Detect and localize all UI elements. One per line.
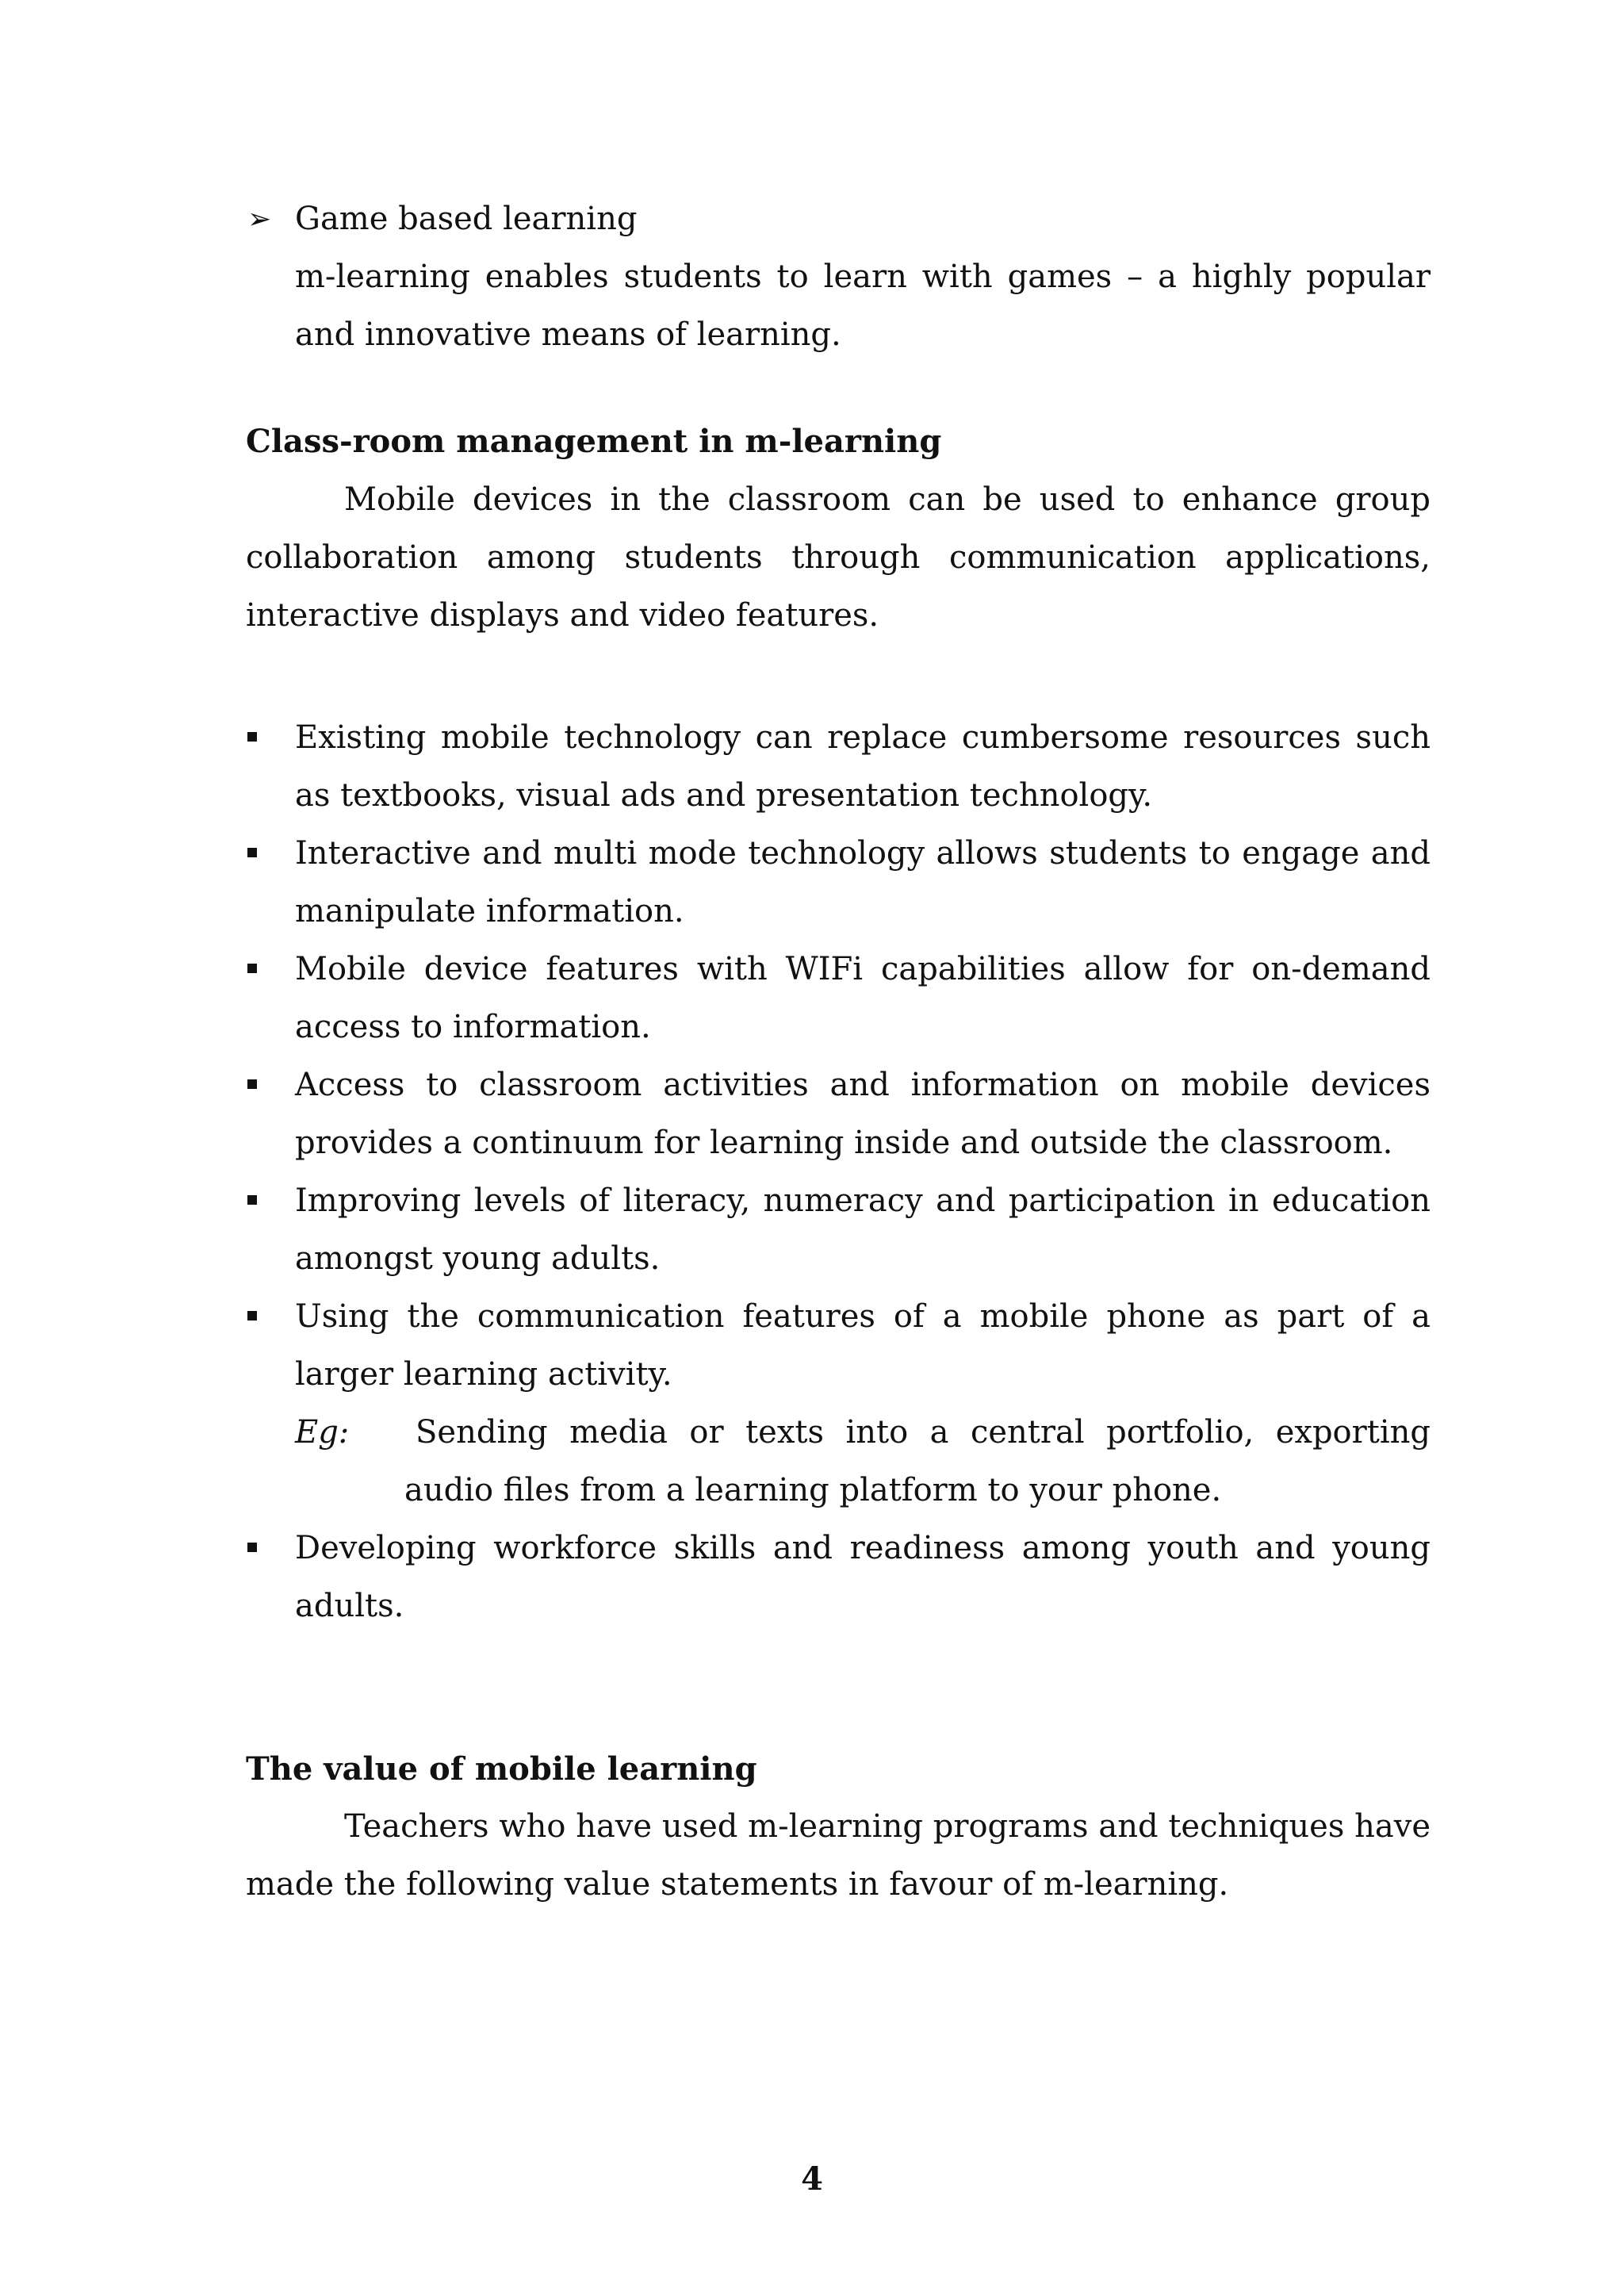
list-item [295, 709, 1431, 825]
bullet-text: Existing mobile technology can replace cumbersome resources such as textbooks, visual ads and presentation technology. [295, 719, 1431, 814]
bullet-text: Developing workforce skills and readiness among youth and young adults. [295, 1530, 1431, 1624]
classroom-bullet-list [295, 709, 1431, 1635]
square-bullet-icon [247, 1543, 257, 1552]
example-note [295, 1404, 1431, 1520]
bullet-text: Access to classroom activities and information on mobile devices provides a continuum for learning inside and outside the classroom. [295, 1067, 1431, 1161]
bullet-text: Mobile device features with WIFi capabilities allow for on-demand access to information. [295, 951, 1431, 1045]
example-text: Sending media or texts into a central portfolio, exporting audio files from a learning platform to your phone. [404, 1414, 1431, 1508]
square-bullet-icon [247, 1079, 257, 1089]
value-of-mobile-learning-intro: Teachers who have used m-learning programs and techniques have made the following value statements in favour of m-learning. [246, 1808, 1431, 1903]
game-based-learning-body: m-learning enables students to learn with games – a highly popular and innovative means of learning. [295, 259, 1431, 353]
classroom-management-intro: Mobile devices in the classroom can be used to enhance group collaboration among students through communication applications, interactive displays and video features. [246, 481, 1431, 634]
square-bullet-icon [247, 964, 257, 973]
square-bullet-icon [247, 732, 257, 742]
bullet-text: Improving levels of literacy, numeracy and participation in education amongst young adults. [295, 1182, 1431, 1277]
page-number: 4 [801, 2160, 823, 2198]
game-based-learning-title: Game based learning [295, 201, 638, 237]
bullet-text: Using the communication features of a mobile phone as part of a larger learning activity. [295, 1298, 1431, 1393]
list-item [295, 941, 1431, 1056]
square-bullet-icon [247, 1195, 257, 1205]
value-of-mobile-learning-heading: The value of mobile learning [246, 1750, 757, 1788]
list-item [295, 1288, 1431, 1520]
classroom-management-heading: Class-room management in m-learning [246, 423, 942, 460]
list-item [295, 825, 1431, 941]
list-item [295, 1172, 1431, 1288]
square-bullet-icon [247, 848, 257, 857]
arrowhead-icon: ➢ [247, 203, 272, 236]
bullet-text: Interactive and multi mode technology allows students to engage and manipulate information. [295, 835, 1431, 930]
list-item [295, 1056, 1431, 1172]
square-bullet-icon [247, 1311, 257, 1320]
list-item [295, 1520, 1431, 1635]
game-based-learning-item [247, 190, 1431, 364]
example-label: Eg: [295, 1414, 350, 1451]
